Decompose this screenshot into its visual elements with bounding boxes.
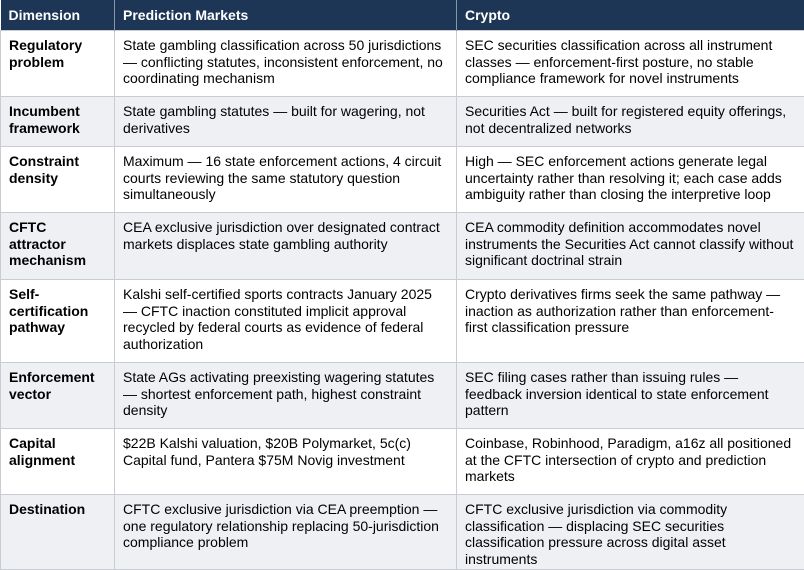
dimension-cell: Regulatory problem [1, 31, 115, 97]
table-row [1, 97, 804, 147]
dimension-cell: Destination [1, 495, 115, 570]
header-row [1, 0, 804, 31]
prediction-markets-cell: CFTC exclusive jurisdiction via CEA preemption — one regulatory relationship replacing 50-jurisdiction compliance problem [115, 495, 457, 570]
prediction-markets-cell: State gambling statutes — built for wagering, not derivatives [115, 97, 457, 147]
dimension-cell: Enforcement vector [1, 363, 115, 429]
dimension-cell: Constraint density [1, 147, 115, 213]
table-row [1, 363, 804, 429]
prediction-markets-cell: State gambling classification across 50 jurisdictions — conflicting statutes, inconsistent enforcement, no coordinating mechanism [115, 31, 457, 97]
dimension-cell: Capital alignment [1, 429, 115, 495]
table-row [1, 213, 804, 280]
crypto-cell: SEC securities classification across all instrument classes — enforcement-first posture, no stable compliance framework for novel instruments [457, 31, 804, 97]
prediction-markets-cell: Maximum — 16 state enforcement actions, 4 circuit courts reviewing the same statutory question simultaneously [115, 147, 457, 213]
dimension-cell: Self-certification pathway [1, 280, 115, 363]
crypto-cell: Crypto derivatives firms seek the same pathway — inaction as authorization rather than enforcement-first classification pressure [457, 280, 804, 363]
crypto-cell: Coinbase, Robinhood, Paradigm, a16z all positioned at the CFTC intersection of crypto and prediction markets [457, 429, 804, 495]
table-row [1, 280, 804, 363]
dimension-cell: CFTC attractor mechanism [1, 213, 115, 280]
header-dimension: Dimension [1, 0, 115, 31]
table-row [1, 495, 804, 570]
crypto-cell: CEA commodity definition accommodates novel instruments the Securities Act cannot classify without significant doctrinal strain [457, 213, 804, 280]
table-row [1, 147, 804, 213]
prediction-markets-cell: State AGs activating preexisting wagering statutes — shortest enforcement path, highest constraint density [115, 363, 457, 429]
header-crypto: Crypto [457, 0, 804, 31]
crypto-cell: CFTC exclusive jurisdiction via commodity classification — displacing SEC securities classification pressure across digital asset instruments [457, 495, 804, 570]
crypto-cell: SEC filing cases rather than issuing rules — feedback inversion identical to state enforcement pattern [457, 363, 804, 429]
header-prediction-markets: Prediction Markets [115, 0, 457, 31]
dimension-cell: Incumbent framework [1, 97, 115, 147]
prediction-markets-cell: $22B Kalshi valuation, $20B Polymarket, 5c(c) Capital fund, Pantera $75M Novig investment [115, 429, 457, 495]
prediction-markets-cell: CEA exclusive jurisdiction over designated contract markets displaces state gambling authority [115, 213, 457, 280]
prediction-markets-cell: Kalshi self-certified sports contracts January 2025 — CFTC inaction constituted implicit approval recycled by federal courts as evidence of federal authorization [115, 280, 457, 363]
crypto-cell: Securities Act — built for registered equity offerings, not decentralized networks [457, 97, 804, 147]
table-row [1, 429, 804, 495]
table-row [1, 31, 804, 97]
crypto-cell: High — SEC enforcement actions generate legal uncertainty rather than resolving it; each case adds ambiguity rather than closing the interpretive loop [457, 147, 804, 213]
